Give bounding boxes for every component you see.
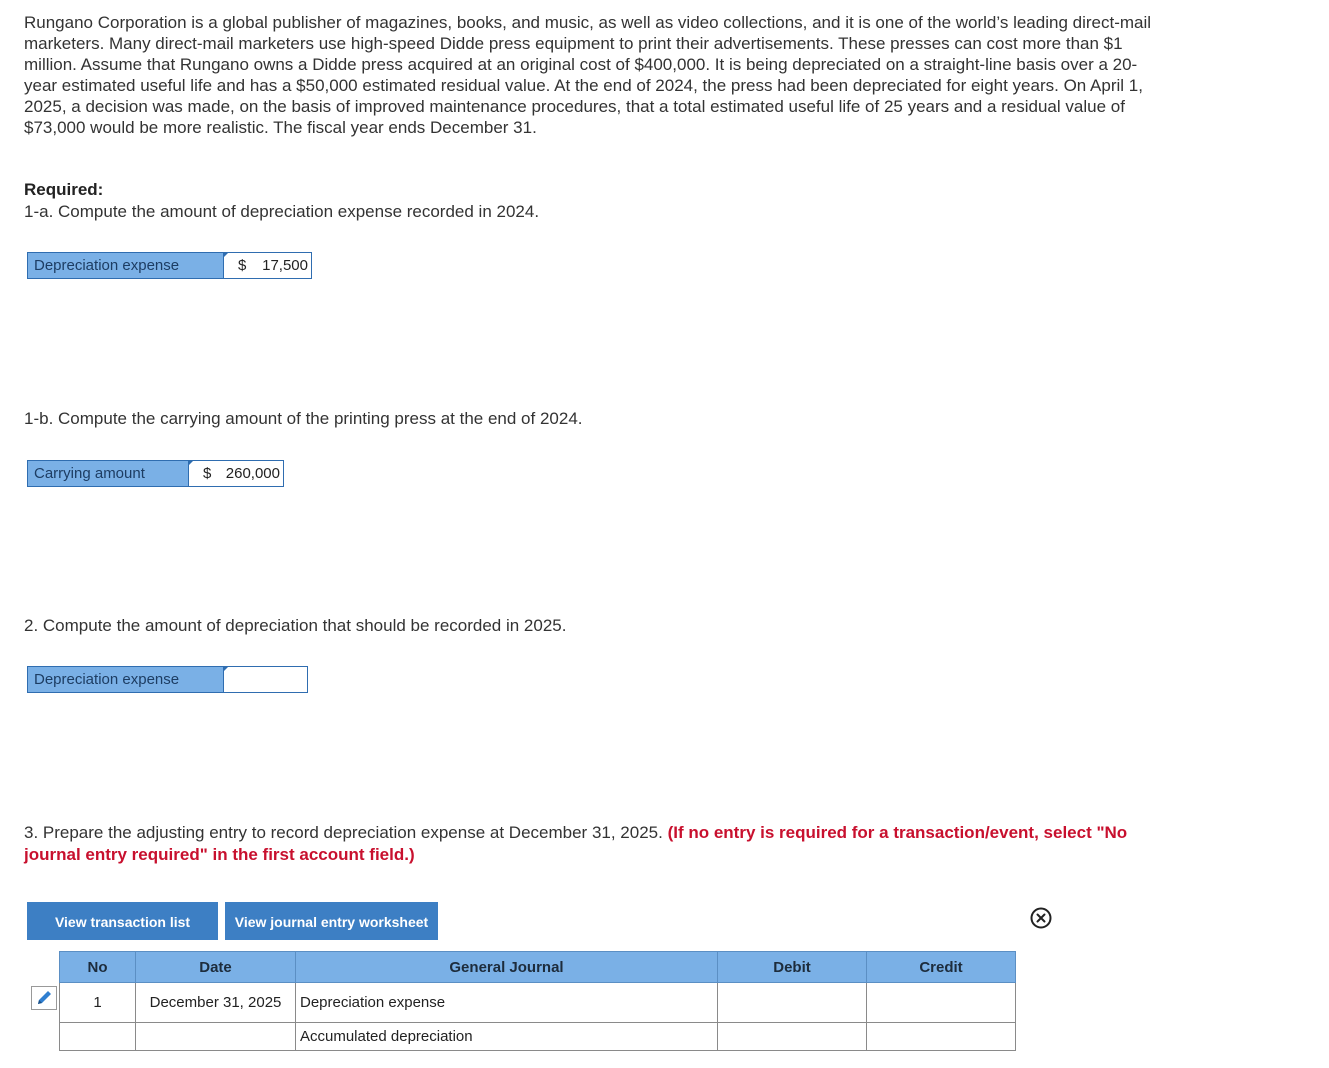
close-icon[interactable] xyxy=(1030,907,1052,929)
header-no: No xyxy=(60,952,136,983)
entry-date xyxy=(136,1023,296,1051)
header-date: Date xyxy=(136,952,296,983)
answer-row-2 xyxy=(27,666,308,693)
depreciation-expense-label: Depreciation expense xyxy=(27,252,223,279)
answer-row-1a xyxy=(27,252,312,279)
header-credit: Credit xyxy=(867,952,1016,983)
depreciation-expense-2024-input[interactable] xyxy=(223,252,312,279)
question-1b: 1-b. Compute the carrying amount of the printing press at the end of 2024. xyxy=(24,409,583,428)
answer-row-1b xyxy=(27,460,284,487)
account-cell[interactable]: Accumulated depreciation xyxy=(296,1023,718,1051)
question-3-note: (If no entry is required for a transaction/event, select "No journal entry required" in the first account field.) xyxy=(24,823,1128,864)
answer-flag-icon xyxy=(188,460,194,466)
carrying-amount-label: Carrying amount xyxy=(27,460,188,487)
edit-pencil-icon[interactable] xyxy=(31,986,57,1010)
table-row xyxy=(60,983,1016,1023)
problem-description: Rungano Corporation is a global publisher of magazines, books, and music, as well as video collections, and it is one of the world’s leading direct-mail marketers. Many direct-mail marketers use high-speed Didde press equipment to print their advertisements. These presses can cost more than $1 million. Assume that Rungano owns a Didde press acquired at an original cost of $400,000. It is being depreciated on a straight-line basis over a 20-year estimated useful life and has a $50,000 estimated residual value. At the end of 2024, the press had been depreciated for eight years. On April 1, 2025, a decision was made, on the basis of improved maintenance procedures, that a total estimated useful life of 25 years and a residual value of $73,000 would be more realistic. The fiscal year ends December 31. xyxy=(24,13,1152,137)
debit-cell[interactable] xyxy=(718,983,867,1023)
account-cell[interactable]: Depreciation expense xyxy=(296,983,718,1023)
depreciation-expense-2025-input[interactable] xyxy=(223,666,308,693)
view-journal-entry-worksheet-button[interactable]: View journal entry worksheet xyxy=(225,902,438,940)
input-value: 260,000 xyxy=(225,465,280,482)
entry-date: December 31, 2025 xyxy=(136,983,296,1023)
entry-number xyxy=(60,1023,136,1051)
required-heading: Required: xyxy=(24,180,104,199)
question-3-text: 3. Prepare the adjusting entry to record depreciation expense at December 31, 2025. xyxy=(24,823,668,842)
question-2: 2. Compute the amount of depreciation that should be recorded in 2025. xyxy=(24,616,567,635)
carrying-amount-input[interactable] xyxy=(188,460,284,487)
view-transaction-list-button[interactable]: View transaction list xyxy=(27,902,218,940)
header-debit: Debit xyxy=(718,952,867,983)
entry-number: 1 xyxy=(60,983,136,1023)
currency-symbol: $ xyxy=(238,257,247,274)
answer-flag-icon xyxy=(223,666,229,672)
table-header-row xyxy=(60,952,1016,983)
currency-symbol: $ xyxy=(203,465,212,482)
credit-cell[interactable] xyxy=(867,1023,1016,1051)
answer-flag-icon xyxy=(223,252,229,258)
general-journal-table xyxy=(59,951,1016,1051)
table-row xyxy=(60,1023,1016,1051)
debit-cell[interactable] xyxy=(718,1023,867,1051)
question-1a: 1-a. Compute the amount of depreciation expense recorded in 2024. xyxy=(24,202,540,221)
credit-cell[interactable] xyxy=(867,983,1016,1023)
question-3 xyxy=(24,822,1154,866)
header-general-journal: General Journal xyxy=(296,952,718,983)
input-value: 17,500 xyxy=(262,257,308,274)
depreciation-expense-label: Depreciation expense xyxy=(27,666,223,693)
